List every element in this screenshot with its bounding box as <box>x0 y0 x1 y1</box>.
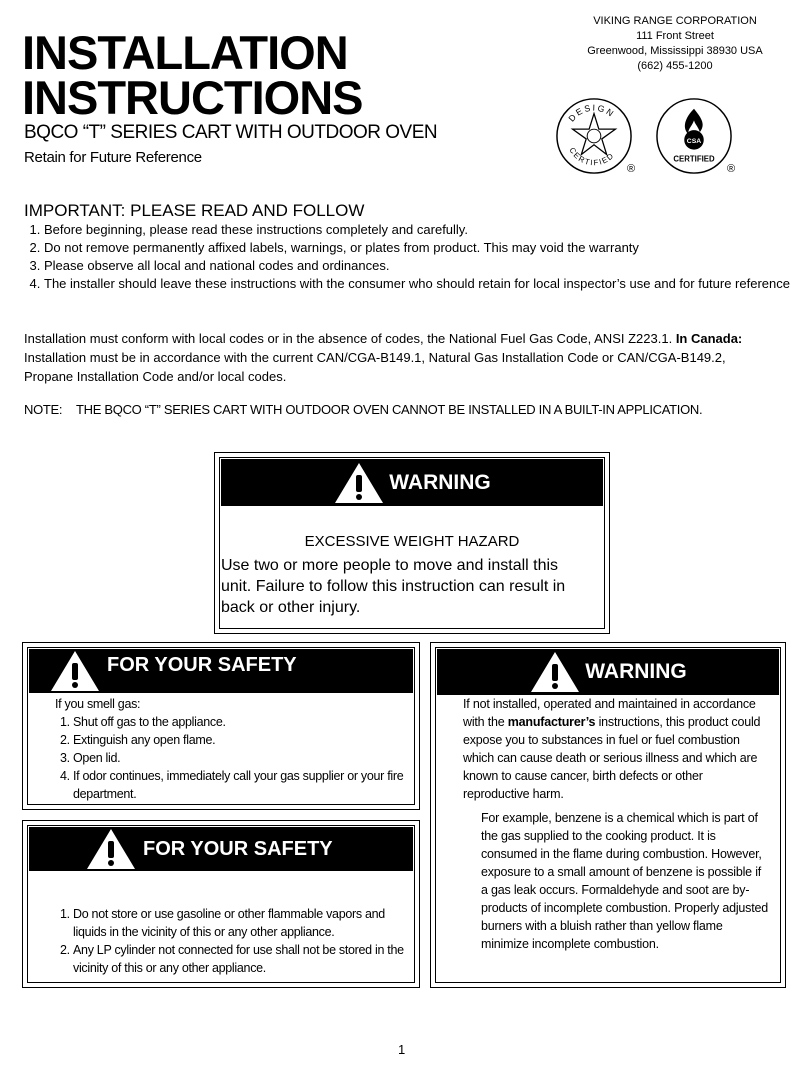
safety-intro: If you smell gas: <box>55 697 141 711</box>
document-title: INSTALLATION INSTRUCTIONS <box>22 26 363 124</box>
list-item: 2. Any LP cylinder not connected for use shall not be stored in the vicinity of this or any other appliance. <box>73 941 405 977</box>
design-certified-seal-icon <box>555 97 633 175</box>
list-item: 2. Extinguish any open flame. <box>73 731 415 749</box>
safety-list <box>55 905 405 977</box>
retain-note: Retain for Future Reference <box>24 149 202 166</box>
list-item: 4. If odor continues, immediately call your gas supplier or your fire department. <box>73 767 415 803</box>
list-item: 1. Before beginning, please read these instructions completely and carefully. <box>44 221 804 239</box>
important-heading: IMPORTANT: PLEASE READ AND FOLLOW <box>24 201 365 220</box>
document-subtitle: BQCO “T” SERIES CART WITH OUTDOOR OVEN <box>24 122 438 143</box>
safety-box-storage <box>22 820 420 988</box>
svg-text:CERTIFIED: CERTIFIED <box>673 154 715 164</box>
list-item: 3. Open lid. <box>73 749 415 767</box>
warning-triangle-icon <box>85 827 137 871</box>
warning-triangle-icon <box>49 649 101 693</box>
page-number: 1 <box>398 1042 406 1057</box>
safety-header: FOR YOUR SAFETY <box>143 837 333 860</box>
combustion-warning-box <box>430 642 786 988</box>
hazard-title: EXCESSIVE WEIGHT HAZARD <box>304 533 520 550</box>
hazard-body: Use two or more people to move and install this unit. Failure to follow this instruction can result in back or other injury. <box>221 557 566 616</box>
warning-triangle-icon <box>333 461 385 505</box>
list-item: 1. Do not store or use gasoline or other flammable vapors and liquids in the vicinity of this or any other appliance. <box>73 905 405 941</box>
list-item: 3. Please observe all local and national codes and ordinances. <box>44 257 804 275</box>
warning-header: WARNING <box>389 470 491 494</box>
csa-certified-seal-icon <box>655 97 733 175</box>
important-list <box>24 221 804 293</box>
warning-paragraph-1: If not installed, operated and maintained in accordance with the manufacturer’s instructions, this product could expose you to substances in fuel or fuel combustion which can cause death or serious illness and which are known to cause cancer, birth defects or other reproductive harm. <box>463 697 761 801</box>
list-item: 4. The installer should leave these instructions with the consumer who should retain for local inspector’s use and for future reference <box>44 275 804 293</box>
list-item: 2. Do not remove permanently affixed labels, warnings, or plates from product. This may void the warranty <box>44 239 804 257</box>
list-item: 1. Shut off gas to the appliance. <box>73 713 415 731</box>
note-paragraph: NOTE: THE BQCO “T” SERIES CART WITH OUTDOOR OVEN CANNOT BE INSTALLED IN A BUILT-IN APPLICATION. <box>24 402 703 417</box>
warning-paragraph-2: For example, benzene is a chemical which is part of the gas supplied to the cooking product. It is consumed in the flame during combustion. However, exposure to a small amount of benzene is possible if a gas leak occurs. Formaldehyde and soot are by-products of incomplete combustion. Properly adjusted burners with a bluish rather than yellow flame minimize incomplete combustion. <box>481 811 768 951</box>
svg-text:DESIGN: DESIGN <box>566 102 617 124</box>
warning-triangle-icon <box>529 650 581 694</box>
warning-header: WARNING <box>585 660 687 683</box>
company-address: VIKING RANGE CORPORATION 111 Front Street Greenwood, Mississippi 38930 USA (662) 455-1200 <box>587 15 763 72</box>
codes-paragraph: Installation must conform with local codes or in the absence of codes, the National Fuel Gas Code, ANSI Z223.1. In Canada: Installation must be in accordance with the current CAN/CGA-B149.1, Natural Gas Installation Code or CAN/CGA-B149.2, Propane Installation Code and/or local codes. <box>24 331 743 384</box>
weight-warning-box <box>214 452 610 634</box>
svg-text:CERTIFIED: CERTIFIED <box>567 145 617 168</box>
safety-list <box>55 713 415 803</box>
safety-box-gas <box>22 642 420 810</box>
safety-header: FOR YOUR SAFETY <box>107 653 297 676</box>
svg-text:CSA: CSA <box>686 137 702 145</box>
